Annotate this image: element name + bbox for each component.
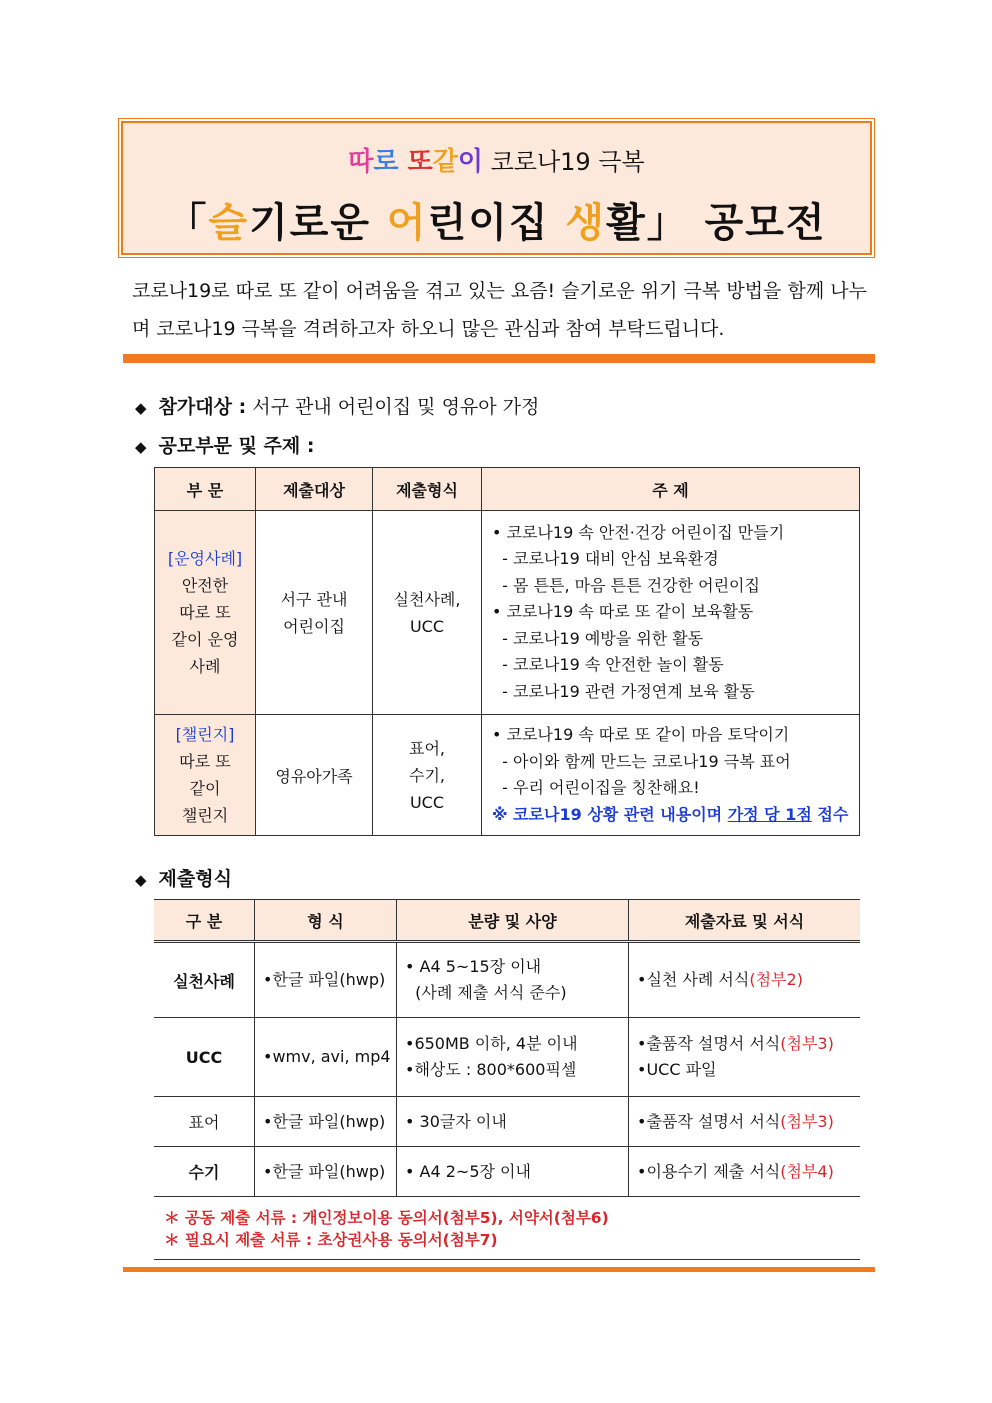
format-table bbox=[154, 899, 860, 1197]
fun-letter: 또 bbox=[407, 147, 433, 177]
category-table bbox=[154, 467, 860, 836]
required-documents-notes: ＊ 공동 제출 서류 : 개인정보이용 동의서(첨부5), 서약서(첨부6) ＊ 필요시 제출 서류 : 초상권사용 동의서(첨부7) bbox=[154, 1205, 860, 1260]
topic-cell: • 코로나19 속 따로 또 같이 마음 토닥이기 - 아이와 함께 만드는 코로나19 극복 표어 - 우리 어린이집을 칭찬해요! ※ 코로나19 상황 관련 내용이며 가정 당 1점 접수 bbox=[482, 715, 860, 836]
table-row: 실천사례 •한글 파일(hwp) • A4 5~15장 이내 (사례 제출 서식 준수) •실천 사례 서식(첨부2) bbox=[154, 942, 860, 1018]
fun-letter: 따 bbox=[348, 147, 374, 177]
section-format: ◆ 제출형식 bbox=[135, 868, 232, 890]
table-row: 수기 •한글 파일(hwp) • A4 2~5장 이내 •이용수기 제출 서식(첨부4) bbox=[154, 1147, 860, 1197]
category-cell: [운영사례] 안전한 따로 또 같이 운영 사례 bbox=[155, 511, 256, 715]
table-row bbox=[155, 511, 860, 715]
section-category: ◆ 공모부문 및 주제 : bbox=[135, 435, 315, 457]
banner-subtitle: 코로나19 극복 bbox=[490, 148, 645, 176]
table-header-row: 부 문 제출대상 제출형식 주 제 bbox=[155, 468, 860, 511]
category-cell: [챌린지] 따로 또 같이 챌린지 bbox=[155, 715, 256, 836]
bottom-divider-bar bbox=[123, 1267, 875, 1272]
fun-lettering bbox=[348, 148, 483, 176]
table-row: 표어 •한글 파일(hwp) • 30글자 이내 •출품작 설명서 서식(첨부3) bbox=[154, 1097, 860, 1147]
fun-letter: 로 bbox=[373, 147, 399, 177]
fun-letter bbox=[399, 147, 408, 177]
table-row bbox=[155, 715, 860, 836]
table-header-row: 구 분 형 식 분량 및 사양 제출자료 및 서식 bbox=[154, 900, 860, 942]
banner-title: 「슬기로운 어린이집 생활」 공모전 bbox=[166, 200, 827, 246]
fun-letter: 이 bbox=[457, 147, 483, 177]
target-cell: 서구 관내 어린이집 bbox=[256, 511, 373, 715]
diamond-icon: ◆ bbox=[135, 438, 147, 456]
format-cell: 실천사례, UCC bbox=[373, 511, 482, 715]
topic-note: ※ 코로나19 상황 관련 내용이며 가정 당 1점 접수 bbox=[492, 804, 849, 824]
title-banner bbox=[121, 121, 872, 255]
diamond-icon: ◆ bbox=[135, 871, 147, 889]
table-row: UCC •wmv, avi, mp4 •650MB 이하, 4분 이내 •해상도 : 800*600픽셀 •출품작 설명서 서식(첨부3) •UCC 파일 bbox=[154, 1018, 860, 1097]
banner-subtitle-line bbox=[123, 141, 870, 178]
divider-bar bbox=[123, 354, 875, 363]
diamond-icon: ◆ bbox=[135, 399, 147, 417]
format-cell: 표어, 수기, UCC bbox=[373, 715, 482, 836]
target-cell: 영유아가족 bbox=[256, 715, 373, 836]
topic-cell: • 코로나19 속 안전·건강 어린이집 만들기 - 코로나19 대비 안심 보육환경 - 몸 튼튼, 마음 튼튼 건강한 어린이집 • 코로나19 속 따로 또 같이 보육활동 - 코로나19 예방을 위한 활동 - 코로나19 속 안전한 놀이 활동 - 코로나19 관련 가정연계 보육 활동 bbox=[482, 511, 860, 715]
fun-letter: 같 bbox=[432, 147, 458, 177]
intro-text: 코로나19로 따로 또 같이 어려움을 겪고 있는 요즘! 슬기로운 위기 극복 방법을 함께 나누며 코로나19 극복을 격려하고자 하오니 많은 관심과 참여 부탁드립니다. bbox=[132, 280, 867, 340]
section-target: ◆ 참가대상 : 서구 관내 어린이집 및 영유아 가정 bbox=[135, 396, 540, 418]
